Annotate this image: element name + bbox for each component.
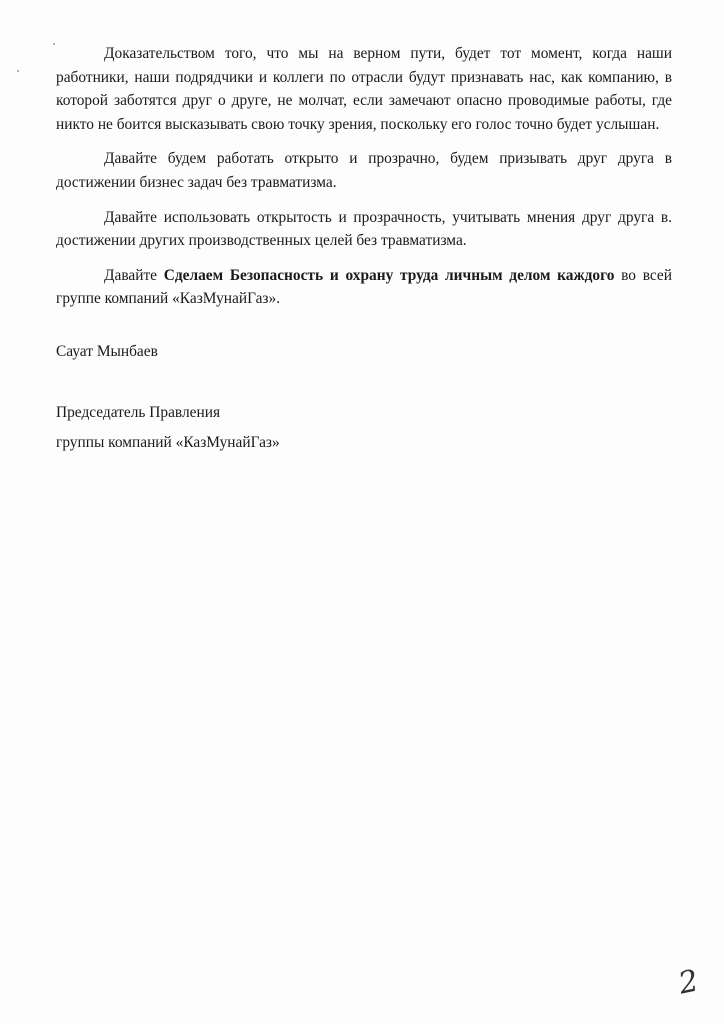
paragraph-2: Давайте будем работать открыто и прозрачно, будем призывать друг друга в достижении бизнес задач без травматизма. xyxy=(56,150,672,191)
signatory-name: Сауат Мынбаев xyxy=(56,343,158,360)
signatory-title-line-2: группы компаний «КазМунайГаз» xyxy=(56,434,280,451)
paragraph-4 xyxy=(56,264,676,311)
scan-speck xyxy=(53,43,55,45)
paragraph-4-lead: Давайте xyxy=(104,266,164,284)
page-number: 2 xyxy=(675,963,702,1002)
letter-body xyxy=(56,42,688,311)
signatory-title xyxy=(56,398,280,458)
paragraph-3: Давайте использовать открытость и прозрачность, учитывать мнения друг друга в. достижении других производственных целей без травматизма. xyxy=(56,208,688,250)
scan-speck xyxy=(17,70,19,72)
paragraph-4-emphasis: Сделаем Безопасность и охрану труда личным делом каждого xyxy=(163,266,615,284)
paragraph-1: Доказательством того, что мы на верном пути, будет тот момент, когда наши работники, наши подрядчики и коллеги по отрасли будут признавать нас, как компанию, в которой заботятся друг о друге, не молчат, если замечают опасно проводимые работы, где никто не боится высказывать свою точку зрения, поскольку его голос точно будет услышан. xyxy=(56,45,672,133)
paragraph-4-tail: во всей группе компаний «КазМунайГаз». xyxy=(56,266,676,308)
signatory-title-line-1: Председатель Правления xyxy=(56,404,221,421)
